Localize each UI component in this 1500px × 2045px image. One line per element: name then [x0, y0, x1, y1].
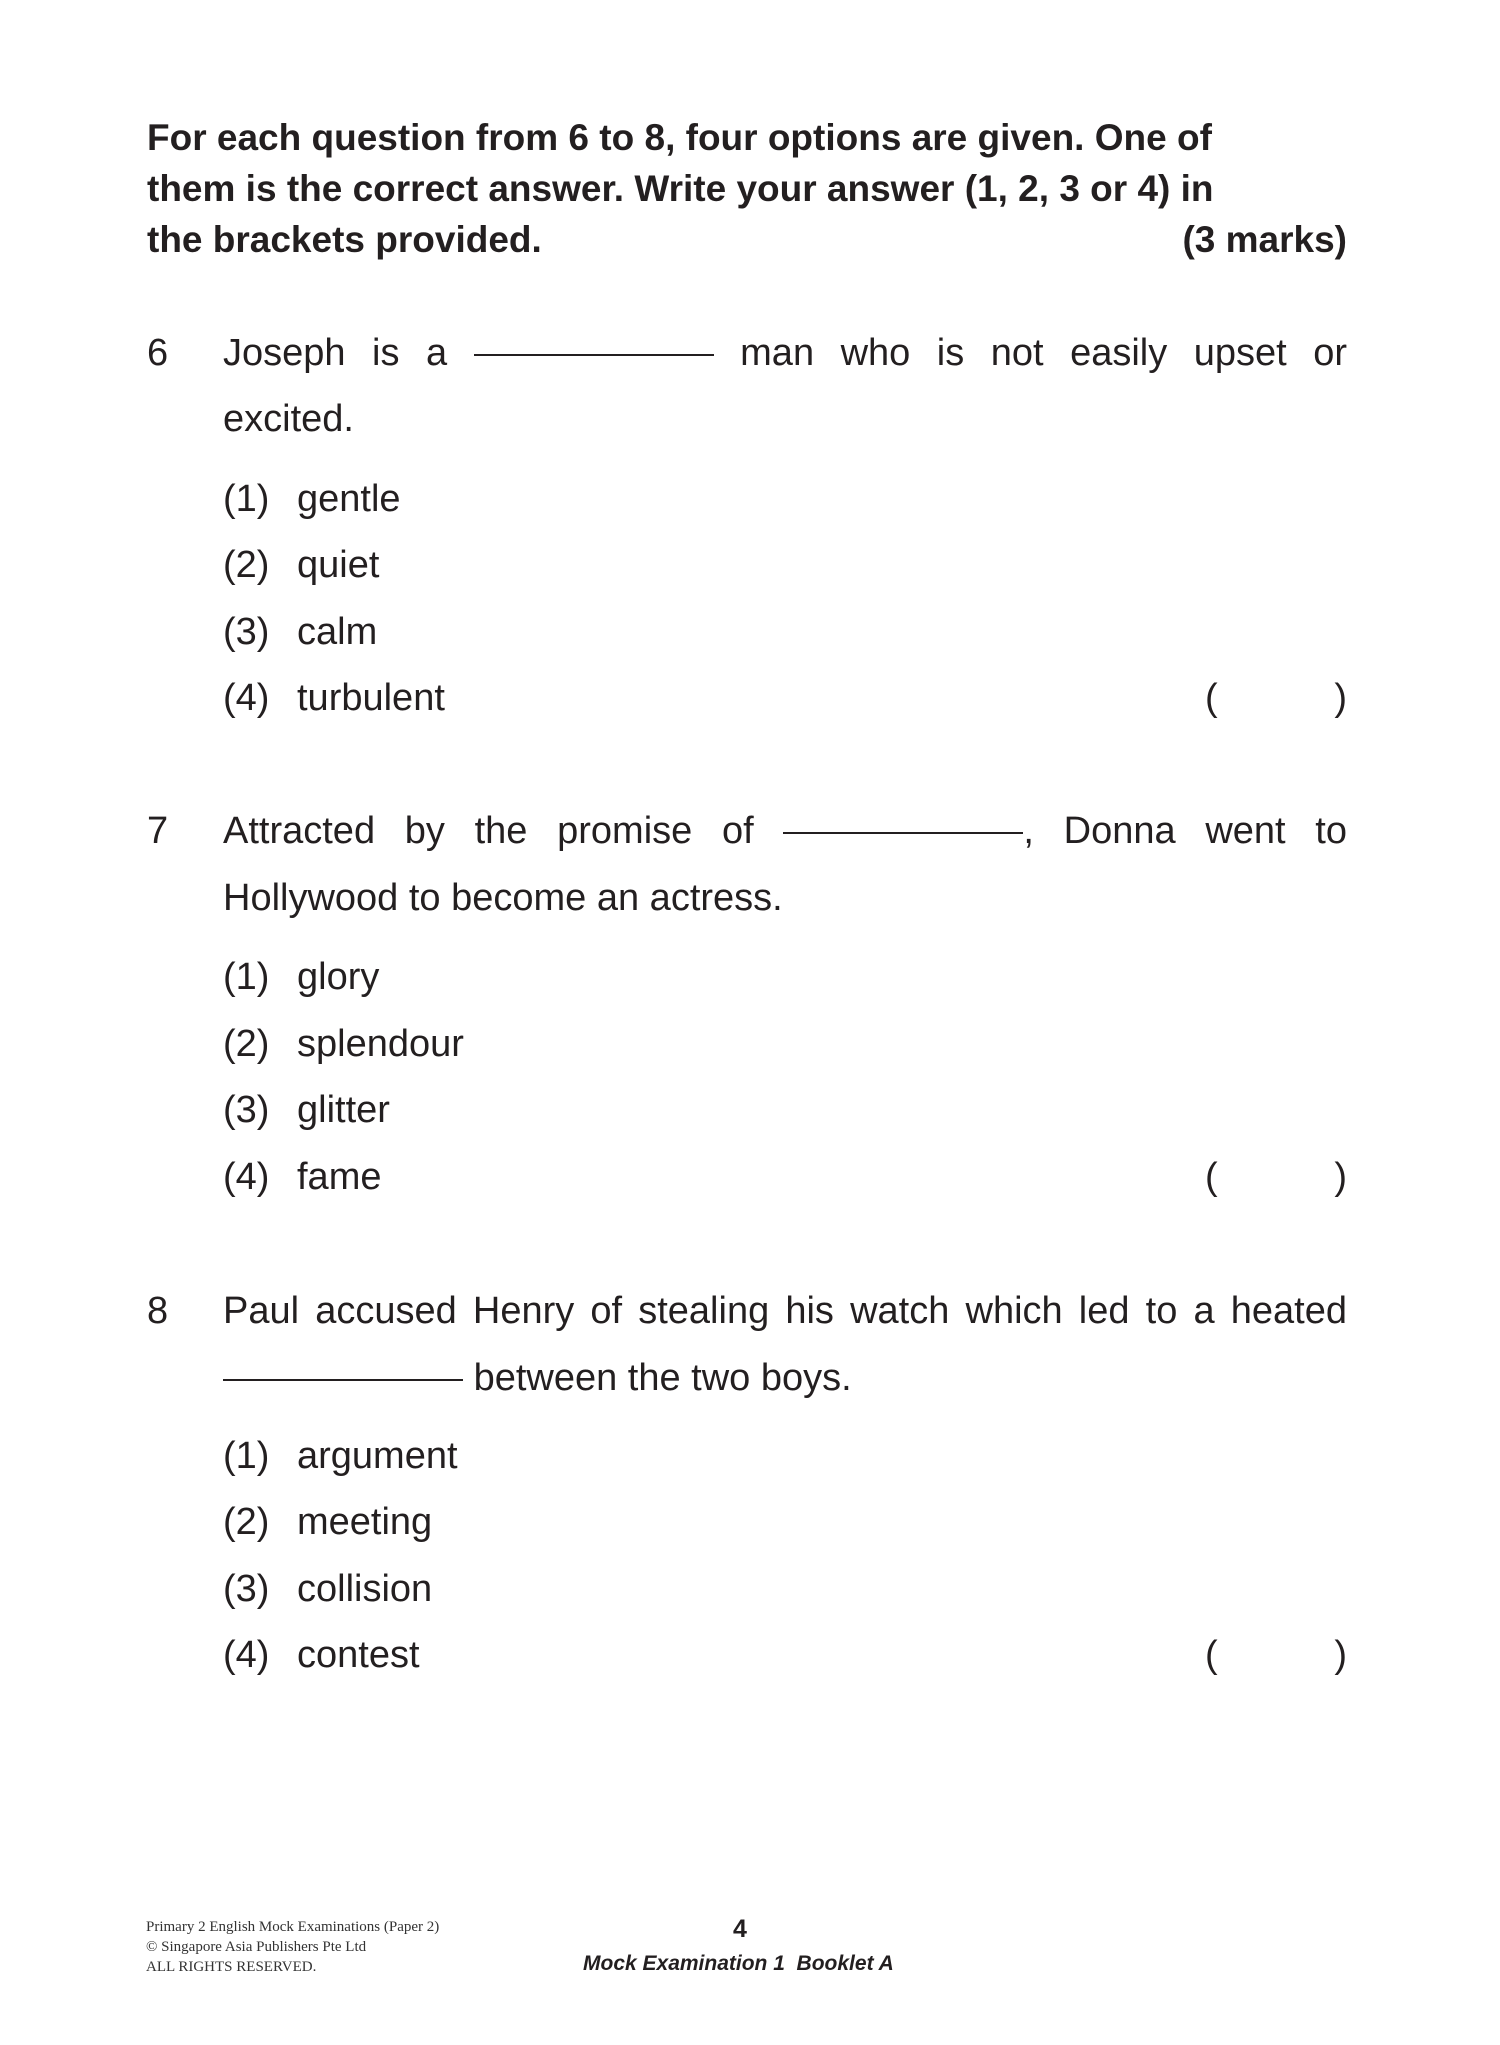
stem-line-2: Hollywood to become an actress.: [223, 877, 783, 919]
stem-line-2: excited.: [223, 398, 354, 440]
answer-blank: [783, 831, 1023, 834]
publisher-info: [146, 1917, 439, 1977]
option: [223, 1501, 432, 1544]
question-stem: Paul accused Henry of stealing his watch which led to a heated: [223, 1290, 1347, 1332]
close-bracket: ): [1334, 1634, 1347, 1676]
footer-line: Primary 2 English Mock Examinations (Paper 2): [146, 1919, 440, 1935]
answer-blank: [474, 353, 714, 356]
option-text: contest: [297, 1634, 420, 1676]
instructions-line-3: the brackets provided.: [147, 219, 542, 260]
option-text: turbulent: [297, 677, 445, 719]
footer-line: © Singapore Asia Publishers Pte Ltd: [146, 1939, 367, 1955]
option-number: (1): [223, 478, 270, 520]
option: [223, 611, 377, 654]
option: [223, 1156, 381, 1199]
option-text: argument: [297, 1435, 458, 1477]
option-text: splendour: [297, 1023, 464, 1065]
instructions-line-2: them is the correct answer. Write your answer (1, 2, 3 or 4) in: [147, 168, 1214, 209]
option-number: (1): [223, 1435, 270, 1477]
option-text: quiet: [297, 544, 380, 586]
option: [223, 1089, 390, 1132]
option-text: gentle: [297, 478, 401, 520]
close-bracket: ): [1334, 1156, 1347, 1198]
question-stem: [223, 810, 1347, 853]
marks: (3 marks): [1182, 219, 1347, 260]
page-number: 4: [733, 1915, 747, 1943]
option-number: (2): [223, 1501, 270, 1543]
option-number: (1): [223, 956, 270, 998]
close-bracket: ): [1334, 677, 1347, 719]
instructions-line-1: For each question from 6 to 8, four options are given. One of: [147, 117, 1212, 158]
option: [223, 544, 379, 587]
answer-brackets[interactable]: [1205, 677, 1347, 720]
option: [223, 1634, 420, 1677]
option-text: fame: [297, 1156, 382, 1198]
open-bracket: (: [1205, 1634, 1218, 1676]
stem-text: Joseph is a: [223, 332, 448, 374]
option-text: glory: [297, 956, 380, 998]
question-number: 6: [147, 332, 169, 374]
stem-line-2: [223, 1357, 852, 1400]
answer-brackets[interactable]: [1205, 1156, 1347, 1199]
open-bracket: (: [1205, 1156, 1218, 1198]
option-number: (3): [223, 1568, 270, 1610]
instructions: [147, 112, 1347, 265]
option-number: (3): [223, 611, 270, 653]
option-number: (4): [223, 1156, 270, 1198]
stem-text: man who is not easily upset or: [740, 332, 1347, 374]
option: [223, 956, 379, 999]
option: [223, 677, 445, 720]
answer-blank: [223, 1378, 463, 1381]
option-text: glitter: [297, 1089, 390, 1131]
booklet-label: Mock Examination 1 Booklet A: [583, 1952, 894, 1975]
option-number: (3): [223, 1089, 270, 1131]
answer-brackets[interactable]: [1205, 1634, 1347, 1677]
option-text: calm: [297, 611, 378, 653]
option: [223, 478, 401, 521]
option: [223, 1435, 458, 1478]
option-number: (2): [223, 544, 270, 586]
open-bracket: (: [1205, 677, 1218, 719]
option-text: meeting: [297, 1501, 433, 1543]
option-number: (4): [223, 677, 270, 719]
footer-line: ALL RIGHTS RESERVED.: [146, 1959, 317, 1975]
stem-text: Attracted by the promise of: [223, 810, 754, 852]
stem-text: between the two boys.: [473, 1357, 852, 1399]
question-stem: [223, 332, 1347, 375]
option-text: collision: [297, 1568, 433, 1610]
option-number: (4): [223, 1634, 270, 1676]
stem-text: , Donna went to: [1023, 810, 1347, 852]
option-number: (2): [223, 1023, 270, 1065]
question-number: 8: [147, 1290, 169, 1332]
question-number: 7: [147, 810, 169, 852]
option: [223, 1023, 464, 1066]
option: [223, 1568, 432, 1611]
